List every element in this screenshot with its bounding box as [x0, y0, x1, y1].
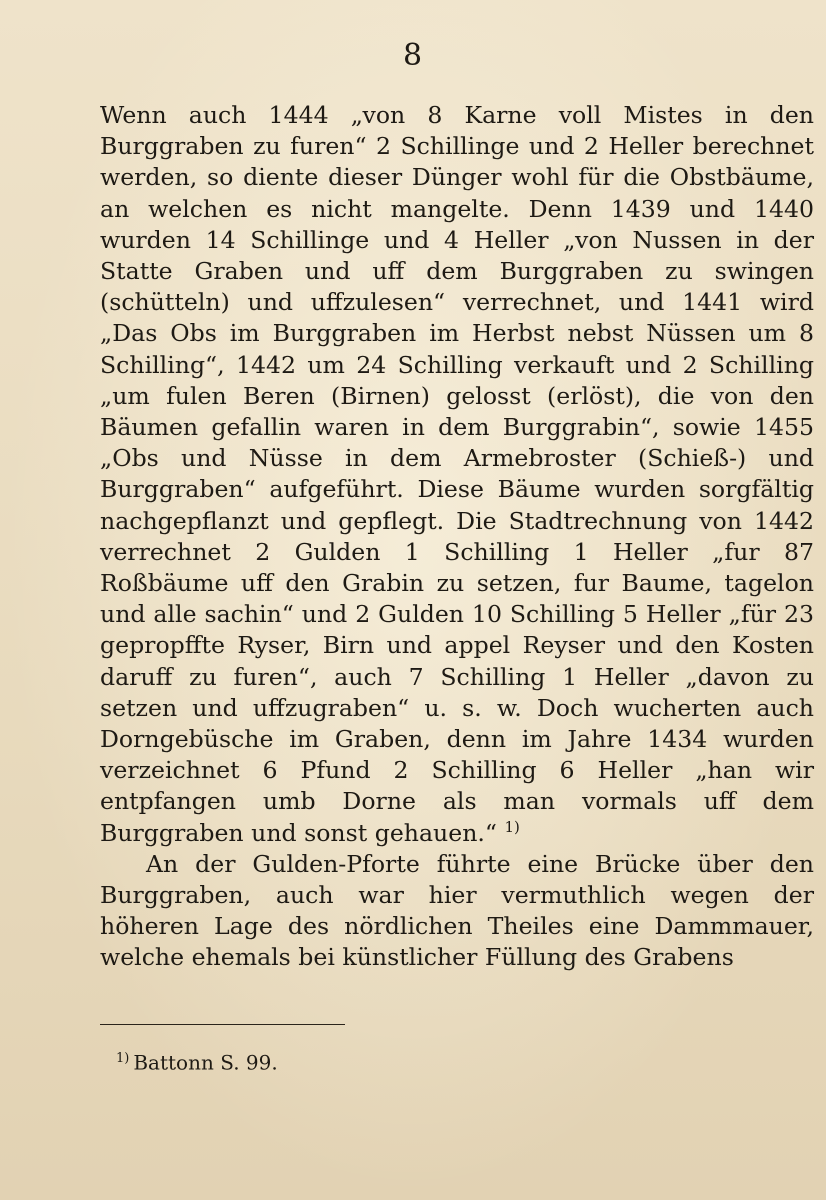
paragraph: [100, 100, 814, 849]
paragraph: An der Gulden-Pforte führte eine Brücke über den Burggraben, auch war hier vermuthlich wegen der höheren Lage des nördlichen Theiles eine Dammmauer, welche ehemals bei künstlicher Füllung des Grabens: [100, 849, 814, 972]
body-text: [100, 100, 814, 974]
footnote-reference: 1): [504, 817, 520, 836]
footnote-text: Battonn S. 99.: [133, 1050, 278, 1075]
page-number: 8: [402, 38, 424, 73]
footnote-marker: 1): [116, 1051, 130, 1066]
paragraph-text: Wenn auch 1444 „von 8 Karne voll Mistes in den Burggraben zu furen“ 2 Schillinge und 2 Heller berechnet werden, so diente dieser Dünger wohl für die Obstbäume, an welchen es nicht mangelte. Denn 1439 und 1440 wurden 14 Schillinge und 4 Heller „von Nussen in der Statte Graben und uff dem Burggraben zu swingen (schütteln) und uffzulesen“ verrechnet, und 1441 wird „Das Obs im Burggraben im Herbst nebst Nüssen um 8 Schilling“, 1442 um 24 Schilling verkauft und 2 Schilling „um fulen Beren (Birnen) gelosst (erlöst), die von den Bäumen gefallin waren in dem Burggrabin“, sowie 1455 „Obs und Nüsse in dem Armebroster (Schieß-) und Burggraben“ aufgeführt. Diese Bäume wurden sorgfältig nachgepflanzt und gepflegt. Die Stadtrechnung von 1442 verrechnet 2 Gulden 1 Schilling 1 Heller „fur 87 Roßbäume uff den Grabin zu setzen, fur Baume, tagelon und alle sachin“ und 2 Gulden 10 Schilling 5 Heller „für 23 gepropffte Ryser, Birn und appel Reyser und den Kosten daruff zu furen“, auch 7 Schilling 1 Heller „davon zu setzen und uffzugraben“ u. s. w. Doch wucherten auch Dorngebüsche im Graben, denn im Jahre 1434 wurden verzeichnet 6 Pfund 2 Schilling 6 Heller „han wir entpfangen umb Dorne als man vormals uff dem Burggraben und sonst gehauen.“: [100, 101, 814, 847]
footnote: [116, 1046, 278, 1076]
footnote-divider: [100, 1024, 345, 1025]
